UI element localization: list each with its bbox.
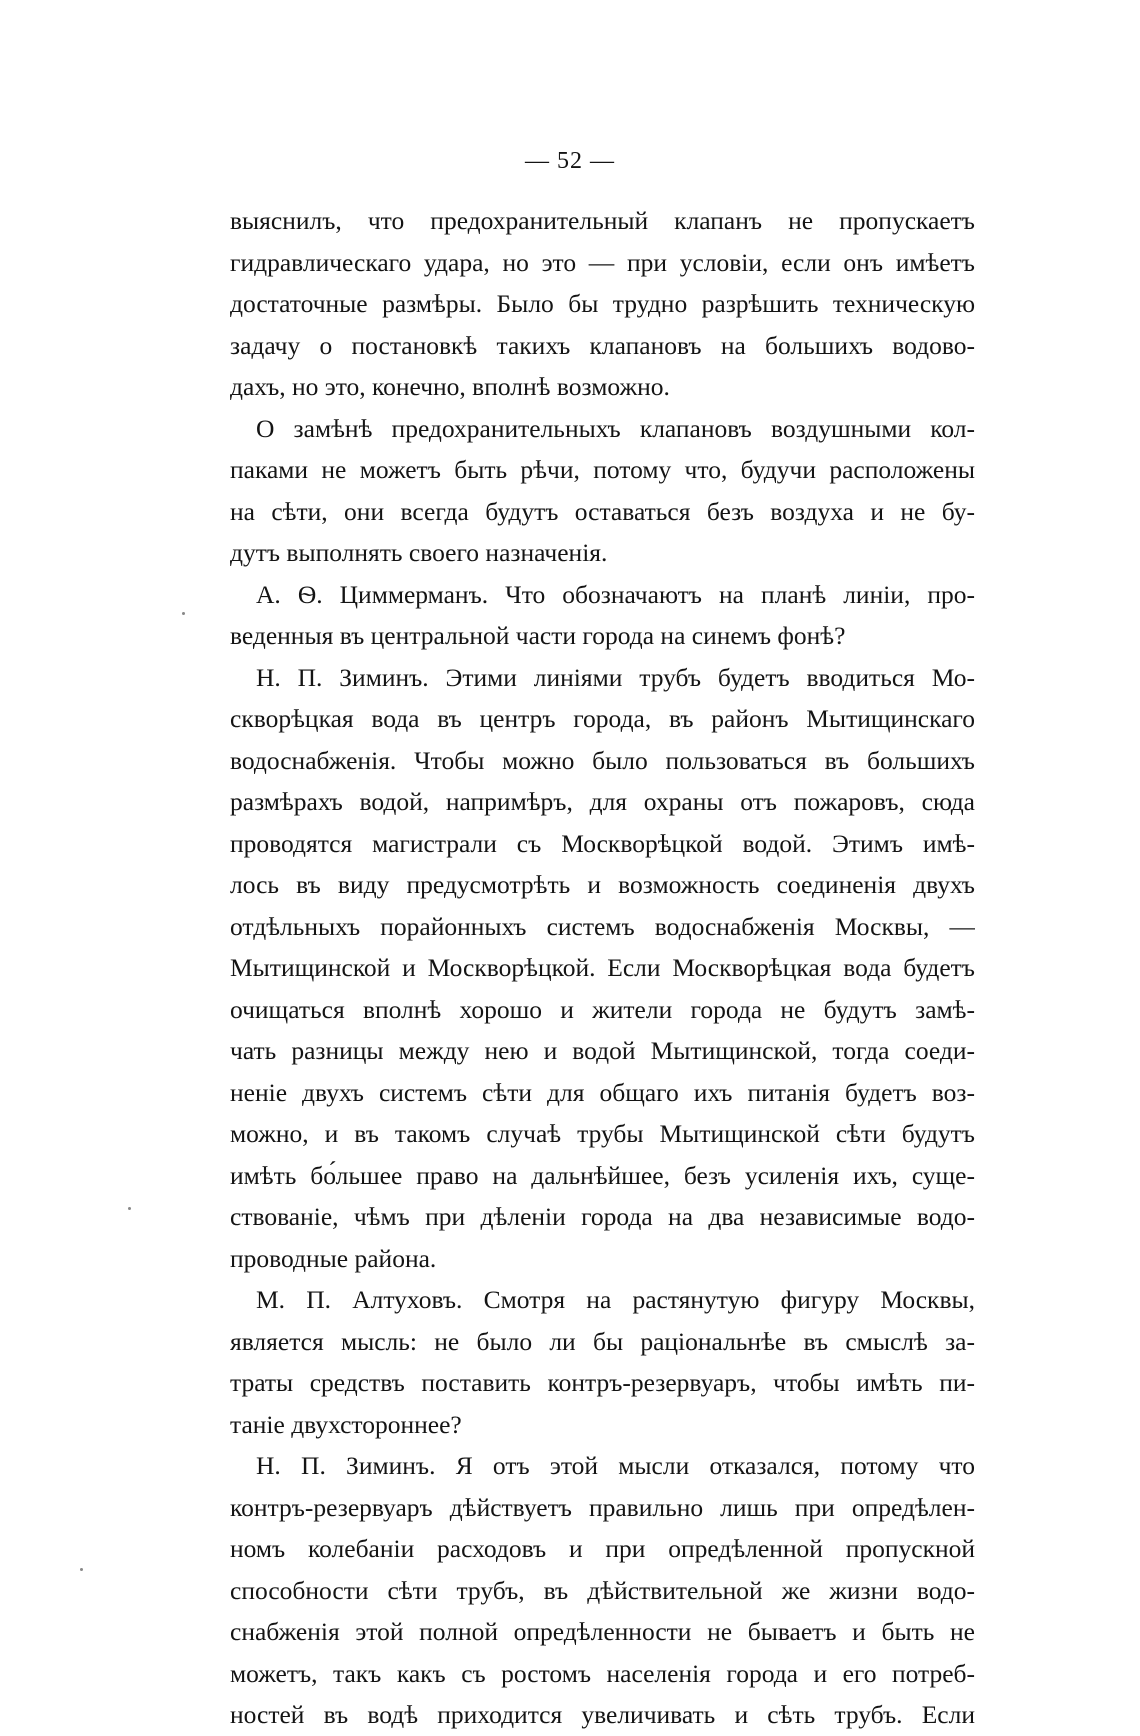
text-line: дутъ выполнять своего назначенія.: [230, 538, 608, 567]
scan-speck: [128, 1207, 131, 1210]
text-line: достаточные размѣры. Было бы трудно разрѣшить техническую: [230, 289, 975, 318]
text-line: способности сѣти трубъ, въ дѣйствительной же жизни водо-: [230, 1575, 975, 1605]
text-line: размѣрахъ водой, напримѣръ, для охраны отъ пожаровъ, сюда: [230, 787, 975, 816]
text-line: проводятся магистрали съ Москворѣцкой водой. Этимъ имѣ-: [230, 828, 975, 858]
text-line: паками не можетъ быть рѣчи, потому что, будучи расположены: [230, 455, 975, 484]
text-line: можетъ, такъ какъ съ ростомъ населенія города и его потреб-: [230, 1658, 975, 1688]
text-line: таніе двухстороннее?: [230, 1409, 462, 1439]
text-line: скворѣцкая вода въ центръ города, въ районъ Мытищинскаго: [230, 704, 975, 733]
text-line: номъ колебаніи расходовъ и при опредѣленной пропускной: [230, 1534, 975, 1563]
text-line: является мысль: не было ли бы раціональнѣе въ смыслѣ за-: [230, 1326, 975, 1356]
text-line: отдѣльныхъ порайонныхъ системъ водоснабженія Москвы, —: [230, 911, 975, 941]
text-line: выяснилъ, что предохранительный клапанъ не пропускаетъ: [230, 206, 975, 235]
text-line: можно, и въ такомъ случаѣ трубы Мытищинской сѣти будутъ: [230, 1119, 975, 1148]
paragraph-start-line: М. П. Алтуховъ. Смотря на растянутую фигуру Москвы,: [256, 1285, 975, 1314]
text-line: дахъ, но это, конечно, вполнѣ возможно.: [230, 372, 670, 401]
text-line: лось въ виду предусмотрѣть и возможность соединенія двухъ: [230, 870, 975, 899]
scan-speck: [80, 1568, 83, 1571]
text-line: имѣть бо́льшее право на дальнѣйшее, безъ усиленія ихъ, суще-: [230, 1160, 975, 1190]
text-line: водоснабженія. Чтобы можно было пользоваться въ большихъ: [230, 745, 975, 775]
text-line: траты средствъ поставить контръ-резервуаръ, чтобы имѣть пи-: [230, 1368, 975, 1397]
text-line: на сѣти, они всегда будутъ оставаться безъ воздуха и не бу-: [230, 496, 975, 526]
scan-speck: [182, 612, 185, 615]
text-line: контръ-резервуаръ дѣйствуетъ правильно лишь при опредѣлен-: [230, 1492, 975, 1522]
text-line: Мытищинской и Москворѣцкой. Если Москворѣцкая вода будетъ: [230, 953, 975, 982]
paragraph-start-line: Н. П. Зиминъ. Я отъ этой мысли отказался, потому что: [256, 1451, 975, 1480]
paragraph-start-line: Н. П. Зиминъ. Этими линіями трубъ будетъ вводиться Мо-: [256, 662, 975, 692]
paragraph-start-line: О замѣнѣ предохранительныхъ клапановъ воздушными кол-: [256, 413, 975, 443]
text-line: неніе двухъ системъ сѣти для общаго ихъ питанія будетъ воз-: [230, 1077, 975, 1107]
page-number: — 52 —: [525, 148, 615, 174]
text-line: проводные района.: [230, 1243, 437, 1273]
text-line: гидравлическаго удара, но это — при условіи, если онъ имѣетъ: [230, 247, 975, 277]
paragraph-start-line: А. Ѳ. Циммерманъ. Что обозначаютъ на планѣ линіи, про-: [256, 579, 975, 609]
text-line: задачу о постановкѣ такихъ клапановъ на большихъ водово-: [230, 330, 975, 360]
text-line: веденныя въ центральной части города на синемъ фонѣ?: [230, 621, 846, 650]
text-line: ствованіе, чѣмъ при дѣленіи города на два независимые водо-: [230, 1202, 975, 1231]
text-line: ностей въ водѣ приходится увеличивать и сѣть трубъ. Если: [230, 1700, 975, 1729]
text-line: чать разницы между нею и водой Мытищинской, тогда соеди-: [230, 1036, 975, 1065]
text-line: снабженія этой полной опредѣленности не бываетъ и быть не: [230, 1617, 975, 1646]
text-line: очищаться вполнѣ хорошо и жители города не будутъ замѣ-: [230, 994, 975, 1024]
body-text: [230, 200, 975, 1736]
